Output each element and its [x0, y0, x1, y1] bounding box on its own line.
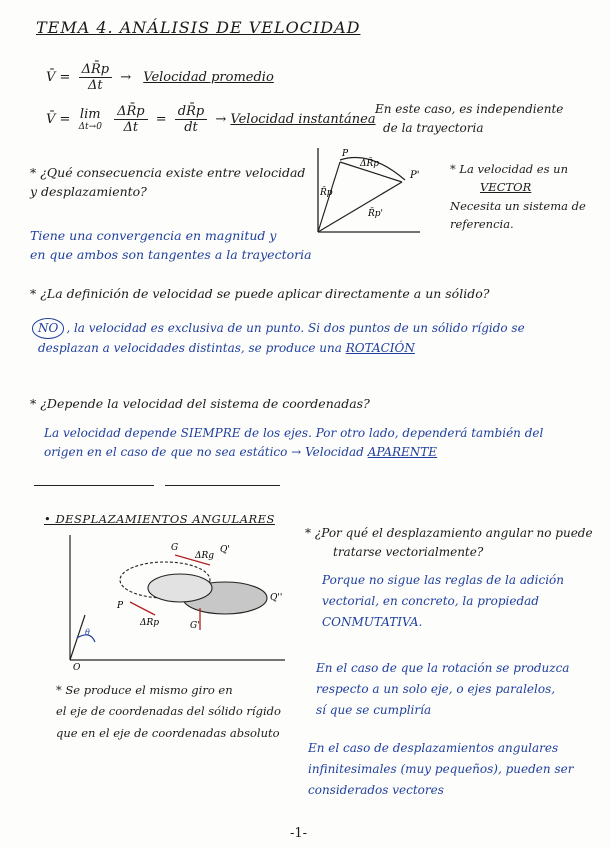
delta-r-label: ΔR̄p	[360, 159, 380, 169]
eq1-num: ΔR̄p	[79, 62, 113, 78]
answer-solid: NO , la velocidad es exclusiva de un punto. Si dos puntos de un sólido rígido se desplazan a velocidades distintas, se produce una ROTACIÓN	[32, 318, 525, 357]
point-p-prime-label: P'	[410, 170, 420, 181]
label-g-prime: G'	[190, 621, 200, 631]
label-g: G	[171, 543, 179, 553]
eq1-label: Velocidad promedio	[143, 70, 274, 85]
label-q-double-prime: Q''	[270, 593, 283, 603]
answer-coordinate-system: La velocidad depende SIEMPRE de los ejes. Por otro lado, dependerá también del origen en el caso de que no sea estático → Velocidad APARENTE	[44, 426, 544, 459]
eq2-dnum: dR̄p	[175, 104, 207, 120]
vector-note: * La velocidad es un VECTOR Necesita un sistema de referencia.	[450, 162, 586, 232]
eq2-num: ΔR̄p	[114, 104, 148, 120]
trajectory-diagram	[300, 140, 430, 240]
question-coordinate-system: * ¿Depende la velocidad del sistema de coordenadas?	[30, 396, 370, 411]
infinitesimal-note: En el caso de desplazamientos angulares infinitesimales (muy pequeños), pueden ser considerados vectores	[308, 741, 574, 797]
eq2-note: En este caso, es independiente de la trayectoria	[375, 102, 564, 135]
no-circled: NO	[32, 318, 64, 339]
eq2-lim-sub: Δt→0	[78, 122, 102, 132]
label-delta-rg: ΔRg	[195, 551, 215, 561]
label-o: O	[73, 663, 81, 670]
equation-instant-velocity: V̄ = lim Δt→0 $\frac{\Delta R̄p}{\Delta t}$ = $\frac{dR̄p}{dt}$ → Velocidad instantánea	[46, 104, 376, 135]
eq1-lhs: V̄ =	[46, 70, 71, 85]
label-q-prime: Q'	[220, 545, 230, 555]
angular-displacement-diagram	[55, 530, 295, 670]
page-number: -1-	[290, 826, 308, 841]
eq1-arrow: →	[120, 70, 132, 85]
answer-velocity-displacement: Tiene una convergencia en magnitud y en que ambos son tangentes a la trayectoria	[30, 228, 312, 263]
same-rotation-note: * Se produce el mismo giro en el eje de coordenadas del sólido rígido que en el eje de coordenadas absoluto	[56, 683, 281, 740]
question-velocity-displacement: * ¿Qué consecuencia existe entre velocidad y desplazamiento?	[30, 165, 306, 200]
eq2-lim: lim	[79, 107, 101, 122]
eq1-den: Δt	[88, 78, 103, 93]
eq2-label: Velocidad instantánea	[230, 112, 376, 127]
eq2-dden: dt	[184, 120, 198, 135]
eq2-den: Δt	[123, 120, 139, 135]
equation-average-velocity	[46, 62, 274, 93]
separator-left	[34, 485, 154, 486]
r-p-label: R̄p	[320, 188, 333, 198]
question-angular-vector: * ¿Por qué el desplazamiento angular no puede tratarse vectorialmente?	[305, 526, 593, 559]
answer-angular-vector: Porque no sigue las reglas de la adición vectorial, en concreto, la propiedad CONMUTATIVA.	[322, 573, 565, 629]
point-p-label: P	[342, 149, 349, 159]
question-solid: * ¿La definición de velocidad se puede aplicar directamente a un sólido?	[30, 286, 490, 301]
label-theta: θ	[85, 628, 90, 637]
parallel-axes-note: En el caso de que la rotación se produzca respecto a un solo eje, o ejes paralelos, sí que se cumpliría	[316, 661, 570, 717]
label-p: P	[117, 601, 124, 611]
label-delta-rp: ΔRp	[140, 618, 160, 628]
eq2-equals: =	[155, 112, 167, 127]
section-angular-displacement: • DESPLAZAMIENTOS ANGULARES	[44, 512, 275, 526]
r-p-prime-label: R̄p'	[368, 209, 384, 219]
separator-right	[165, 485, 280, 486]
eq2-lhs: V̄ =	[46, 112, 71, 127]
page-title: TEMA 4. ANÁLISIS DE VELOCIDAD	[36, 18, 361, 37]
